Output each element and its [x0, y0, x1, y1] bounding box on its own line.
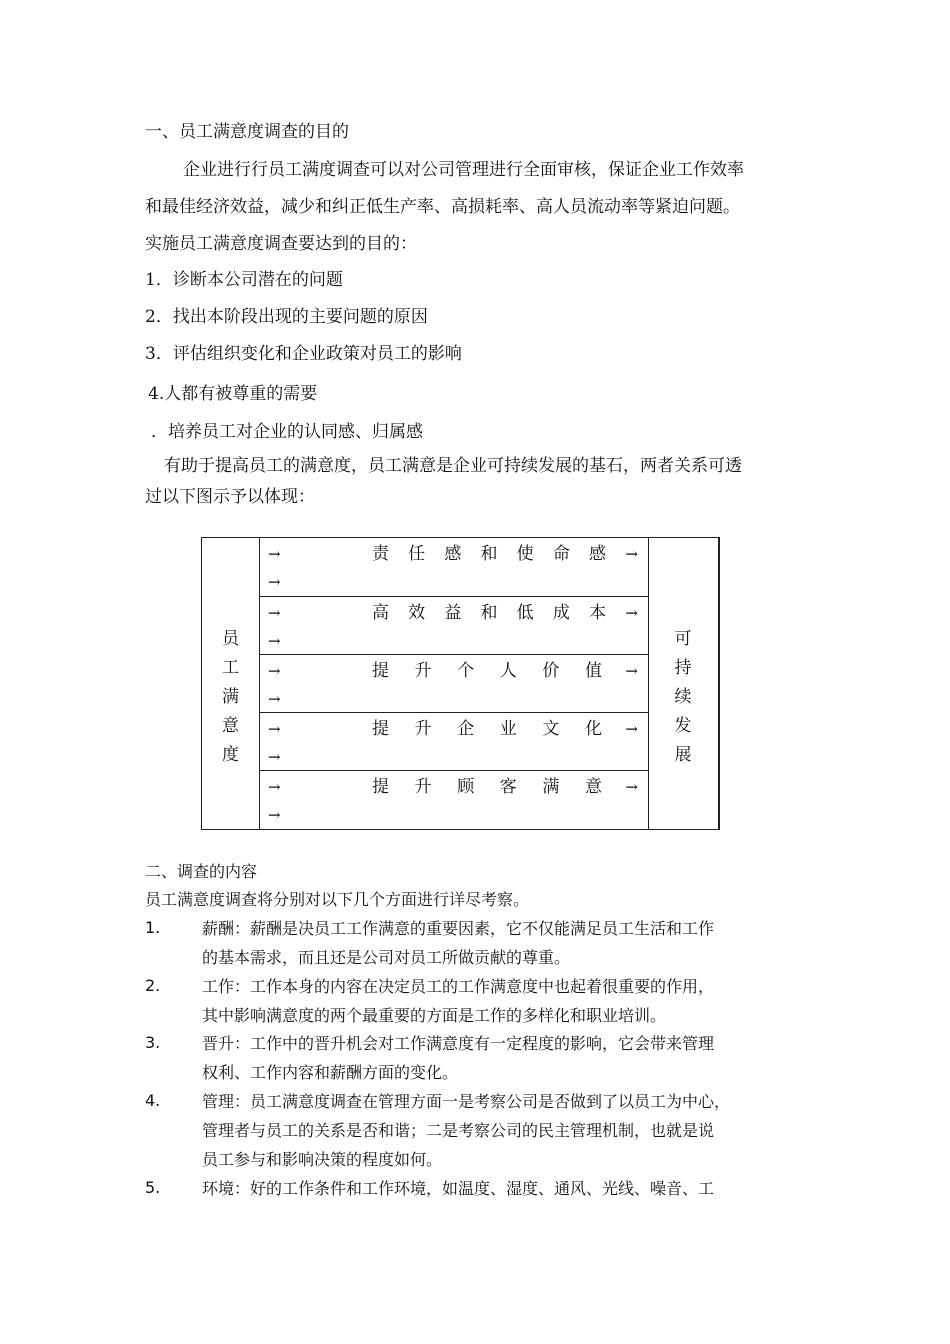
- arrow-icon: →: [268, 604, 281, 622]
- goal-item: ．培养员工对企业的认同感、归属感: [151, 422, 423, 442]
- arrow-icon: →: [268, 720, 281, 738]
- para2-line2: 过以下图示予以体现：: [145, 487, 315, 507]
- goal-item: 3．评估组织变化和企业政策对员工的影响: [145, 344, 462, 364]
- list-text: 晋升：工作中的晋升机会对工作满意度有一定程度的影响，它会带来管理: [202, 1034, 715, 1053]
- para1-line2: 和最佳经济效益，减少和纠正低生产率、高损耗率、高人员流动率等紧迫问题。: [145, 197, 740, 217]
- arrow-icon: →: [625, 545, 638, 563]
- arrow-icon: →: [268, 806, 281, 824]
- arrow-icon: →: [268, 662, 281, 680]
- diagram-row-label: 提升顾客满意: [372, 777, 602, 797]
- list-text: 管理：员工满意度调查在管理方面一是考察公司是否做到了以员工为中心，: [202, 1092, 731, 1111]
- goal-item: 4.人都有被尊重的需要: [148, 384, 318, 404]
- diagram-row: [260, 770, 648, 828]
- right-label: 可 持 续 发 展: [674, 629, 692, 765]
- section2-intro: 员工满意度调查将分别对以下几个方面进行详尽考察。: [145, 890, 530, 909]
- para1-line3: 实施员工满意度调查要达到的目的：: [145, 234, 417, 254]
- list-text: 的基本需求，而且还是公司对员工所做贡献的尊重。: [202, 948, 571, 967]
- goal-item: 1．诊断本公司潜在的问题: [145, 270, 343, 290]
- arrow-icon: →: [268, 573, 281, 591]
- section1-heading: 一、员工满意度调查的目的: [145, 122, 349, 142]
- list-text: 薪酬：薪酬是决员工工作满意的重要因素，它不仅能满足员工生活和工作: [202, 919, 715, 938]
- diagram-row: [260, 712, 648, 770]
- list-text: 环境：好的工作条件和工作环境，如温度、湿度、通风、光线、噪音、工: [202, 1179, 715, 1198]
- list-text: 其中影响满意度的两个最重要的方面是工作的多样化和职业培训。: [202, 1006, 667, 1025]
- list-number: 5.: [145, 1178, 161, 1197]
- diagram-row: [260, 538, 648, 595]
- diagram-left-column: [201, 537, 259, 830]
- list-text: 管理者与员工的关系是否和谐；二是考察公司的民主管理机制，也就是说: [202, 1121, 715, 1140]
- satisfaction-diagram: [201, 537, 720, 830]
- arrow-icon: →: [625, 662, 638, 680]
- diagram-row: [260, 654, 648, 712]
- diagram-middle-column: [259, 537, 649, 830]
- para2-line1: 有助于提高员工的满意度，员工满意是企业可持续发展的基石，两者关系可透: [164, 456, 742, 476]
- list-text: 工作：工作本身的内容在决定员工的工作满意度中也起着很重要的作用，: [202, 977, 715, 996]
- arrow-icon: →: [268, 748, 281, 766]
- diagram-row-label: 提升企业文化: [372, 719, 602, 739]
- arrow-icon: →: [268, 632, 281, 650]
- diagram-row-label: 责任感和使命感: [372, 544, 606, 564]
- left-label: 员 工 满 意 度: [222, 629, 239, 765]
- diagram-right-column: [648, 537, 720, 830]
- list-number: 3.: [145, 1033, 161, 1052]
- diagram-row-label: 高效益和低成本: [372, 603, 606, 623]
- arrow-icon: →: [268, 545, 281, 563]
- arrow-icon: →: [268, 778, 281, 796]
- section2-heading: 二、调查的内容: [145, 862, 258, 881]
- diagram-row-label: 提升个人价值: [372, 661, 602, 681]
- arrow-icon: →: [268, 690, 281, 708]
- para1-line1: 企业进行行员工满度调查可以对公司管理进行全面审核，保证企业工作效率: [183, 160, 744, 180]
- list-number: 2.: [145, 976, 161, 995]
- goal-item: 2．找出本阶段出现的主要问题的原因: [145, 307, 428, 327]
- arrow-icon: →: [625, 720, 638, 738]
- list-text: 权利、工作内容和薪酬方面的变化。: [202, 1063, 459, 1082]
- list-text: 员工参与和影响决策的程度如何。: [202, 1150, 443, 1169]
- diagram-row: [260, 596, 648, 654]
- list-number: 1.: [145, 918, 161, 937]
- list-number: 4.: [145, 1091, 161, 1110]
- arrow-icon: →: [625, 604, 638, 622]
- arrow-icon: →: [625, 778, 638, 796]
